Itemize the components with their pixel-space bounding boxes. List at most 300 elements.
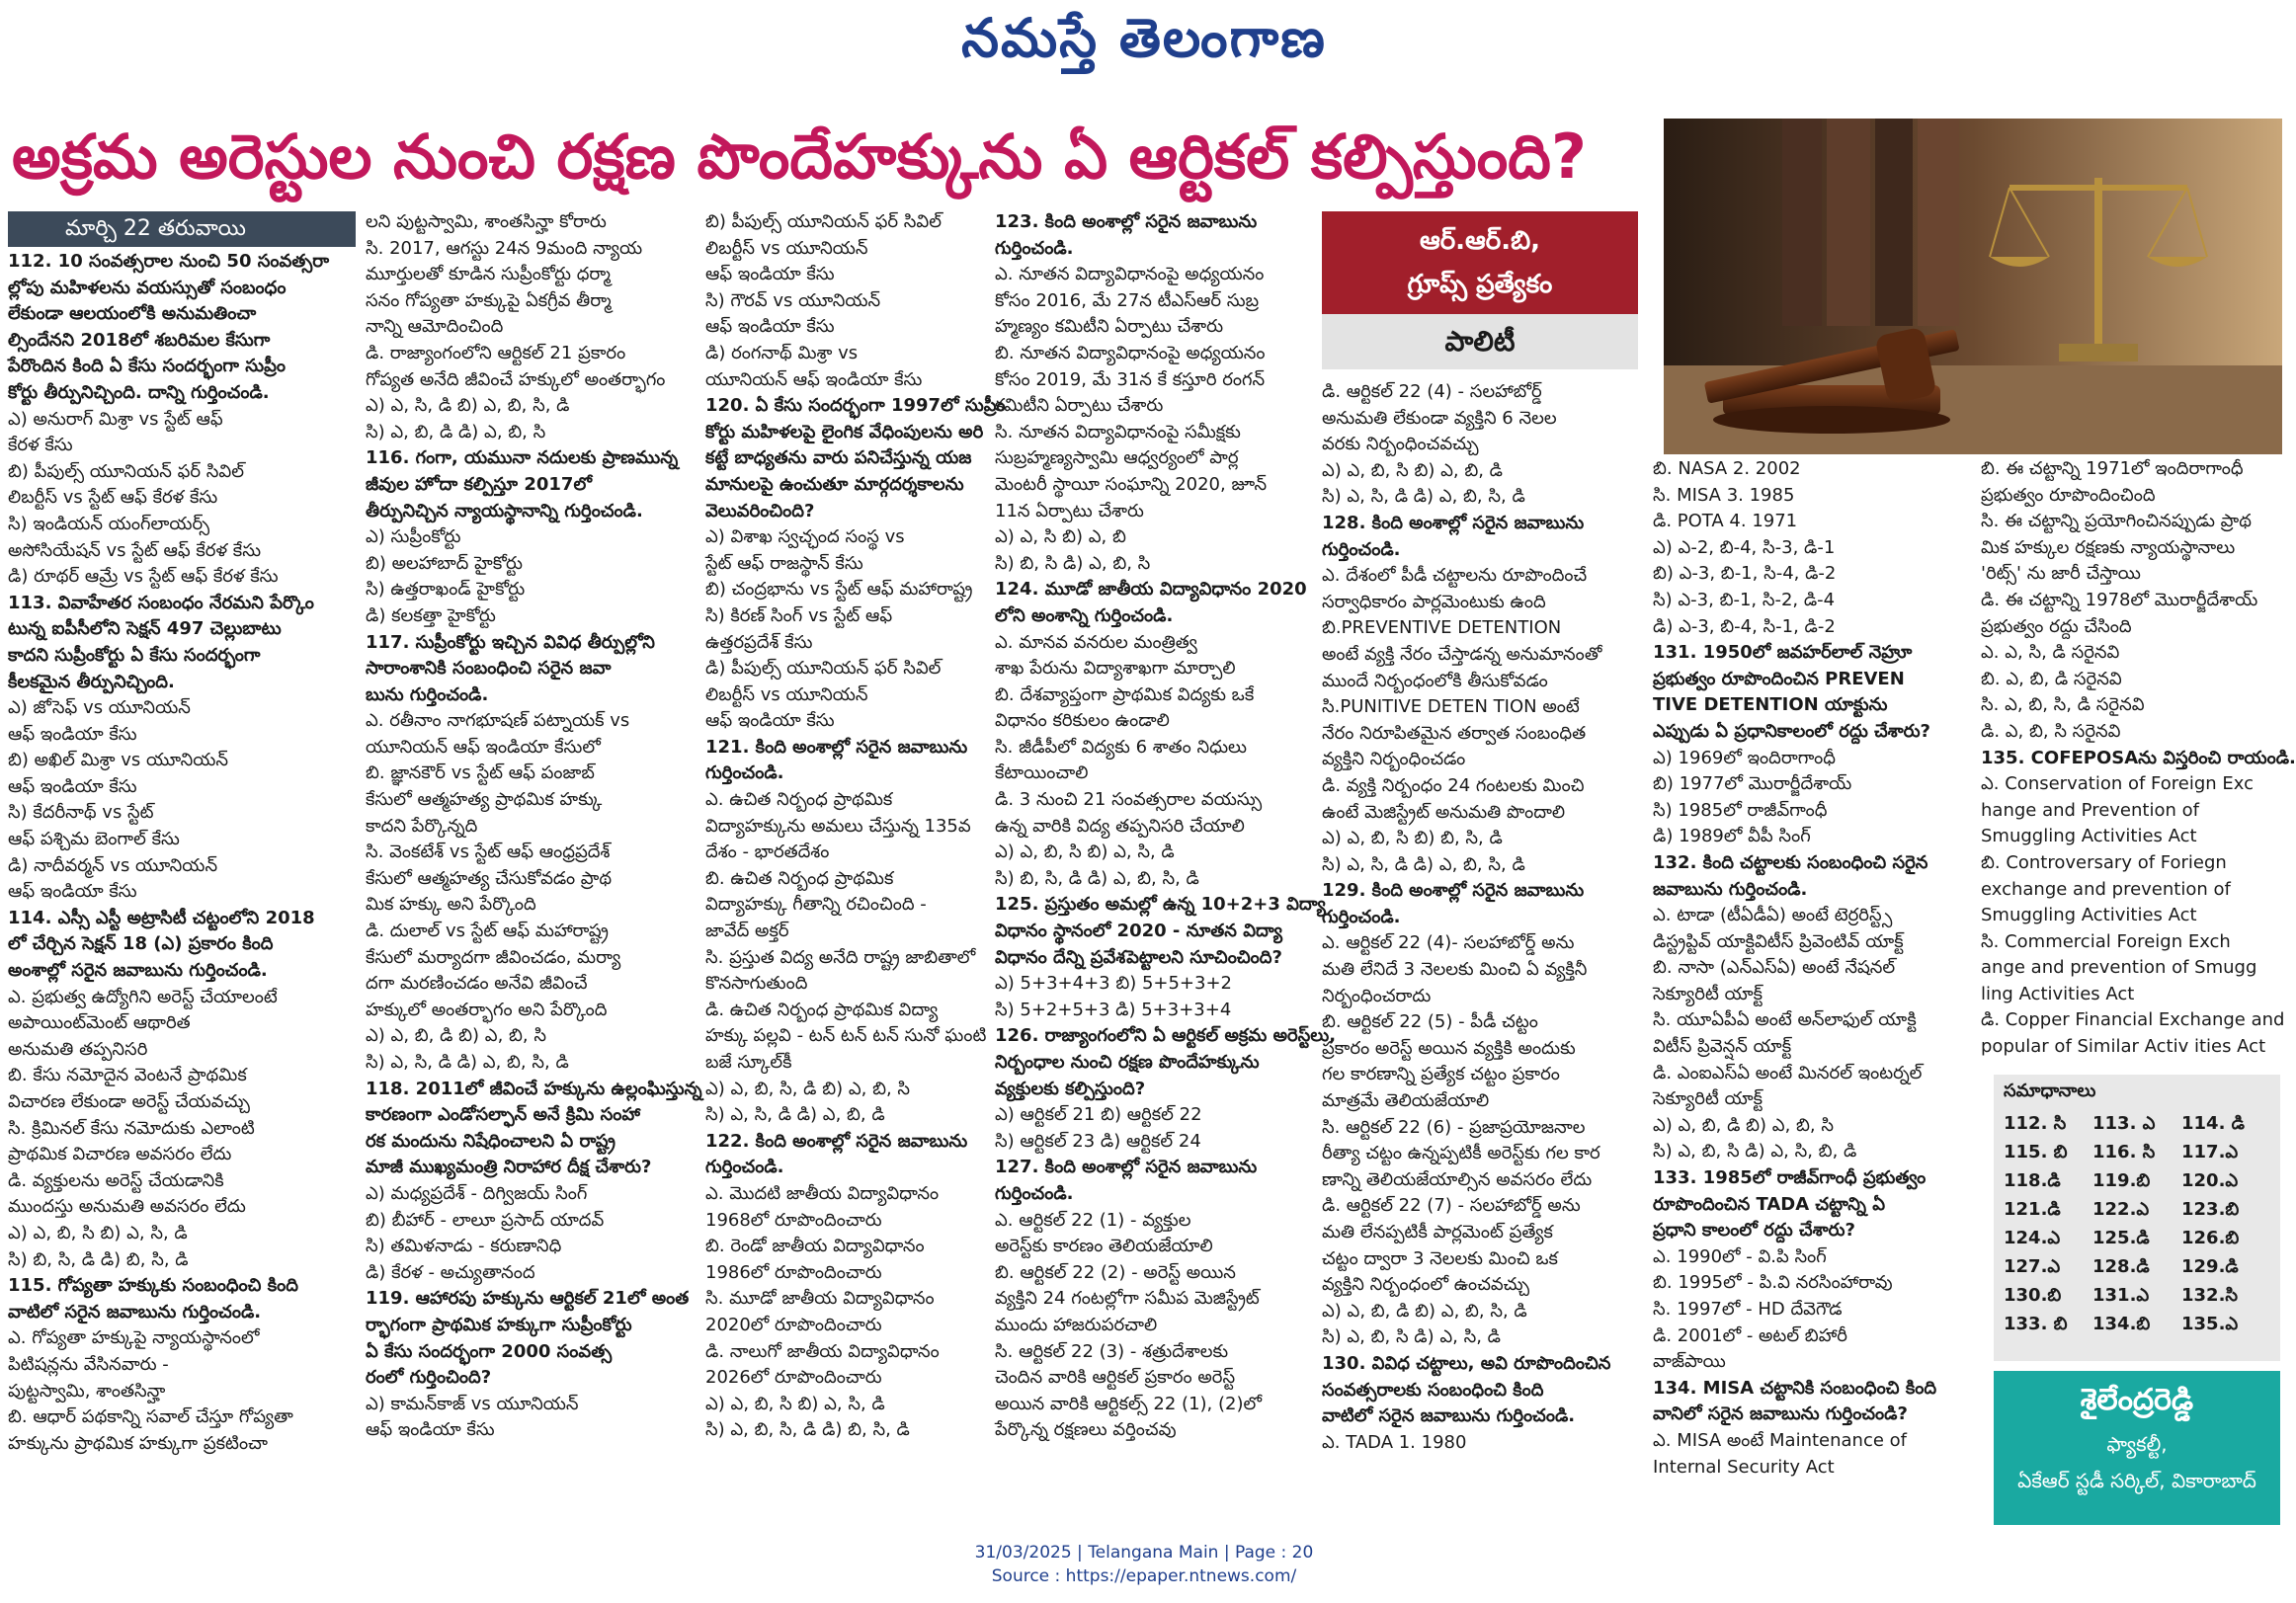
text-line: సి) ఎ, బి, సి డి) ఎ, సి, డి — [1322, 1326, 1502, 1348]
footer-source-line: Source : https://epaper.ntnews.com/ — [991, 1566, 1297, 1586]
text-line: డి) పీపుల్స్ యూనియన్ ఫర్ సివిల్ — [705, 658, 942, 680]
text-line: ఆఫ్ పశ్చిమ బెంగాల్ కేసు — [8, 829, 180, 850]
question-line: ర్భాగంగా ప్రాథమిక హక్కుగా సుప్రీంకోర్టు — [366, 1314, 632, 1335]
answer-item: 115. బి — [2004, 1142, 2068, 1162]
text-column-2 — [366, 209, 702, 1513]
text-line: ఎ) 1969లో ఇందిరాగాంధీ — [1653, 747, 1836, 768]
question-line: సంవత్సరాలకు సంబంధించి కింది — [1322, 1379, 1544, 1401]
text-line: సి. ప్రస్తుత విద్య అనేది రాష్ట్ర జాబితాలో — [705, 946, 976, 968]
question-line: ప్రధాని కాలంలో రద్దు చేశారు? — [1653, 1220, 1855, 1242]
text-line: సి. వెంకటేశ్ vs స్టేట్ ఆఫ్ ఆంధ్రప్రదేశ్ — [366, 842, 611, 863]
text-line: సి. క్రిమినల్ కేసు నమోదుకు ఎలాంటి — [8, 1117, 255, 1139]
question-line: 117. సుప్రీంకోర్టు ఇచ్చిన వివిధ తీర్పుల్లోని — [366, 631, 655, 653]
text-line: హక్కు పల్లవి - టన్ టన్ టన్ సునో ఘంటి — [705, 1025, 987, 1047]
text-column-4 — [995, 209, 1337, 1513]
text-line: అపాయింట్‌మెంట్ ఆథారిత — [8, 1012, 191, 1034]
text-line: ఎ. TADA 1. 1980 — [1322, 1431, 1467, 1453]
text-line: బజే స్కూల్‌కీ — [705, 1052, 792, 1073]
question-line: 115. గోప్యతా హక్కుకు సంబంధించి కింది — [8, 1275, 298, 1297]
text-line: బి. జ్ఞానకౌర్ vs స్టేట్ ఆఫ్ పంజాబ్ — [366, 762, 595, 784]
question-line: 134. MISA చట్టానికి సంబంధించి కింది — [1653, 1377, 1937, 1399]
text-line: సి) బి, సి, డి డి) ఎ, బి, సి, డి — [995, 867, 1199, 889]
text-line: ఎ) సుప్రీంకోర్టు — [366, 526, 461, 548]
question-line: గుర్తించండి. — [705, 1157, 784, 1178]
text-line: బి) అఖిల్ మిశ్రా vs యూనియన్ — [8, 750, 229, 771]
text-column-7 — [1981, 456, 2296, 1058]
question-line: 123. కింది అంశాల్లో సరైన జవాబును — [995, 211, 1258, 232]
section-tag: మార్చి 22 తరువాయి — [8, 211, 356, 247]
text-line: బి. నాసా (ఎన్‌ఎస్‌ఏ) అంటే నేషనల్ — [1653, 957, 1896, 979]
text-line: బి. దేశవ్యాప్తంగా ప్రాథమిక విద్యకు ఒకే — [995, 683, 1255, 705]
question-line: వానిలో సరైన జవాబును గుర్తించండి? — [1653, 1403, 1908, 1425]
text-line: బి.PREVENTIVE DETENTION — [1322, 617, 1562, 639]
text-line: ప్రకారం అరెస్ట్ అయిన వ్యక్తికి అందుకు — [1322, 1037, 1576, 1059]
question-line: కోర్టు తీర్పునిచ్చింది. దాన్ని గుర్తించండి. — [8, 381, 270, 403]
text-line: గోప్యత అనేది జీవించే హక్కులో అంతర్భాగం — [366, 368, 666, 390]
answer-item: 117.ఎ — [2181, 1142, 2239, 1162]
text-column-1 — [8, 249, 356, 1533]
text-line: సి. 1997లో - HD దేవెగౌడ — [1653, 1299, 1843, 1320]
text-line: కేరళ కేసు — [8, 435, 73, 456]
text-line: సి. యూఏపీఏ అంటే అన్‌లాఫుల్ యాక్టి — [1653, 1009, 1917, 1031]
text-line: సి) ఇండియన్ యంగ్‌లాయర్స్ — [8, 513, 210, 534]
question-line: వ్యక్తులకు కల్పిస్తుంది? — [995, 1078, 1146, 1099]
question-line: ల్లోపు మహిళలను వయస్సుతో సంబంధం — [8, 277, 287, 298]
text-line: బి. ఆధార్ పథకాన్ని సవాల్ చేస్తూ గోప్యతా — [8, 1406, 293, 1428]
text-line: బి) ఎ-3, బి-1, సి-4, డి-2 — [1653, 563, 1837, 585]
text-line: లిబర్టీస్ vs స్టేట్ ఆఫ్ కేరళ కేసు — [8, 487, 218, 509]
text-line: hange and Prevention of — [1981, 799, 2199, 821]
answer-item: 135.ఎ — [2181, 1314, 2239, 1334]
text-line: ఉంటే మెజిస్ట్రేట్ అనుమతి పొందాలి — [1322, 801, 1566, 823]
question-line: కోర్టు మహిళలపై లైంగిక వేధింపులను అరి — [705, 421, 984, 442]
answer-item: 112. సి — [2004, 1113, 2067, 1134]
text-line: డి. వ్యక్తి నిర్బంధం 24 గంటలకు మించి — [1322, 774, 1585, 796]
text-line: చెందిన వారికి ఆర్టికల్ ప్రకారం అరెస్ట్ — [995, 1367, 1236, 1389]
question-line: 119. ఆహారపు హక్కును ఆర్టికల్ 21లో అంత — [366, 1288, 690, 1310]
text-line: కోసం 2019, మే 31న కే కస్తూరి రంగన్ — [995, 368, 1266, 390]
question-line: జవాబును గుర్తించండి. — [1653, 878, 1808, 900]
question-line: గుర్తించండి. — [995, 237, 1074, 259]
question-line: కీలకమైన తీర్పునిచ్చింది. — [8, 671, 175, 692]
text-line: పిటిషన్లను వేసినవారు - — [8, 1353, 169, 1375]
text-line: మతి లేనిదే 3 నెలలకు మించి ఏ వ్యక్తినీ — [1322, 959, 1588, 981]
question-line: వాటిలో సరైన జవాబును గుర్తించండి. — [1322, 1405, 1576, 1427]
question-line: మాజీ ముఖ్యమంత్రి నిరాహార దీక్ష చేశారు? — [366, 1157, 652, 1178]
text-line: లిబర్టీస్ vs యూనియన్ — [705, 237, 868, 259]
text-line: విధానం కరికులం ఉండాలి — [995, 710, 1170, 732]
text-line: డి. POTA 4. 1971 — [1653, 511, 1798, 532]
text-line: ప్రభుత్వం రద్దు చేసింది — [1981, 615, 2132, 637]
text-line: సెక్యూరిటీ యాక్ట్ — [1653, 1088, 1763, 1110]
text-line: వ్యక్తిని నిర్బంధంలో ఉంచవచ్చు — [1322, 1274, 1530, 1296]
text-line: వ్యక్తిని నిర్బంధించడం — [1322, 749, 1466, 770]
text-line: జావేద్ అక్తర్ — [705, 921, 789, 942]
text-line: సనం గోప్యతా హక్కుపై ఏకగ్రీవ తీర్మా — [366, 289, 612, 311]
text-line: యూనియన్ ఆఫ్ ఇండియా కేసులో — [366, 736, 601, 758]
text-line: సి) ఎ-3, బి-1, సి-2, డి-4 — [1653, 589, 1836, 610]
answer-item: 129.డి — [2181, 1256, 2239, 1277]
author-box — [1994, 1371, 2280, 1525]
text-line: ఎ. ఆర్టికల్ 22 (1) - వ్యక్తుల — [995, 1209, 1191, 1231]
text-line: శాఖ పేరును విద్యాశాఖగా మార్చాలి — [995, 658, 1236, 680]
question-line: 128. కింది అంశాల్లో సరైన జవాబును — [1322, 512, 1585, 533]
text-line: Smuggling Activities Act — [1981, 905, 2197, 926]
text-line: సి) తమిళనాడు - కరుణానిధి — [366, 1236, 562, 1257]
question-line: 113. వివాహేతర సంబంధం నేరమని పేర్కొం — [8, 592, 314, 613]
answer-item: 132.సి — [2181, 1285, 2239, 1306]
text-line: హక్కును ప్రాథమిక హక్కుగా ప్రకటించా — [8, 1432, 268, 1454]
text-line: డి) 1989లో వీపీ సింగ్ — [1653, 826, 1811, 847]
answer-key-box — [1994, 1075, 2280, 1361]
question-line: వాటిలో సరైన జవాబును గుర్తించండి. — [8, 1301, 262, 1322]
text-line: ఎ) ఆర్టికల్ 21 బి) ఆర్టికల్ 22 — [995, 1104, 1202, 1126]
answer-item: 130.బి — [2004, 1285, 2062, 1306]
text-line: ప్రభుత్వం రూపొందించింది — [1981, 484, 2156, 506]
text-line: సి) 5+2+5+3 డి) 5+3+3+4 — [995, 999, 1232, 1020]
text-line: 2020లో రూపొందించారు — [705, 1314, 882, 1335]
text-line: డి. వ్యక్తులను అరెస్ట్ చేయడానికి — [8, 1169, 224, 1191]
text-line: బి. NASA 2. 2002 — [1653, 458, 1801, 479]
text-line: ముందే నిర్బంధంలోకి తీసుకోవడం — [1322, 670, 1548, 691]
question-line: జీవుల హోదా కల్పిస్తూ 2017లో — [366, 473, 592, 495]
text-line: ఎ) కామన్‌కాజ్ vs యూనియన్ — [366, 1393, 579, 1414]
text-line: డి. ఎంఐఎస్‌ఏ అంటే మినరల్ ఇంటర్నల్ — [1653, 1062, 1923, 1083]
text-line: డి. ఈ చట్టాన్ని 1978లో మొరార్జీదేశాయ్ — [1981, 589, 2258, 610]
text-line: సి. నూతన విద్యావిధానంపై సమీక్షకు — [995, 421, 1241, 442]
question-line: గుర్తించండి. — [705, 762, 784, 784]
text-line: ముందస్తు అనుమతి అవసరం లేదు — [8, 1196, 246, 1218]
text-line: ఎ. 1990లో - వి.పి సింగ్ — [1653, 1245, 1827, 1267]
text-line: ఆఫ్ ఇండియా కేసు — [8, 881, 137, 903]
text-line: ఎ. ప్రభుత్వ ఉద్యోగిని అరెస్ట్ చేయాలంటే — [8, 986, 278, 1007]
text-column-3 — [705, 209, 1006, 1513]
question-line: 133. 1985లో రాజీవ్‌గాంధీ ప్రభుత్వం — [1653, 1167, 1927, 1189]
answer-item: 122.ఎ — [2092, 1199, 2150, 1220]
text-line: ఎ) ఎ, బి, సి, డి బి) ఎ, బి, సి — [705, 1078, 911, 1099]
text-line: ఎ) ఎ-2, బి-4, సి-3, డి-1 — [1653, 536, 1836, 558]
text-line: సి) ఎ, బి, సి డి) ఎ, సి, బి, డి — [1653, 1141, 1857, 1162]
text-line: ఎ. MISA అంటే Maintenance of — [1653, 1429, 1908, 1451]
text-line: ling Activities Act — [1981, 983, 2135, 1004]
exam-label-line2: గ్రూప్స్ ప్రత్యేకం — [1407, 270, 1553, 299]
text-line: సెక్యూరిటీ యాక్ట్ — [1653, 983, 1763, 1004]
text-line: గల కారణాన్ని ప్రత్యేక చట్టం ప్రకారం — [1322, 1064, 1560, 1085]
question-line: పేరొందిన కింది ఏ కేసు సందర్భంగా సుప్రీం — [8, 356, 287, 377]
text-line: సి) ఆర్టికల్ 23 డి) ఆర్టికల్ 24 — [995, 1130, 1201, 1152]
text-line: డి. ఎ, బి, సి సరైనవి — [1981, 720, 2121, 742]
text-line: బి. నూతన విద్యావిధానంపై అధ్యయనం — [995, 342, 1266, 363]
question-line: రూపొందించిన TADA చట్టాన్ని ఏ — [1653, 1193, 1886, 1215]
text-line: హక్కులో అంతర్భాగం అని పేర్కొంది — [366, 999, 608, 1020]
text-line: కాదని పేర్కొన్నది — [366, 815, 478, 837]
text-line: డి) కలకత్తా హైకోర్టు — [366, 604, 496, 626]
question-line: గుర్తించండి. — [1322, 906, 1401, 927]
question-line: 121. కింది అంశాల్లో సరైన జవాబును — [705, 736, 968, 758]
text-line: సి. ఈ చట్టాన్ని ప్రయోగించినప్పుడు ప్రాథ — [1981, 511, 2252, 532]
text-line: విటీస్ ప్రివెన్షన్ యాక్ట్ — [1653, 1036, 1792, 1058]
question-line: విధానం దేన్ని ప్రవేశపెట్టాలని సూచించింది? — [995, 946, 1282, 968]
question-line: 114. ఎస్సీ ఎస్టీ అట్రాసిటీ చట్టంలోని 2018 — [8, 907, 315, 928]
text-line: డి) నాదీవర్మన్ vs యూనియన్ — [8, 854, 218, 876]
question-line: రంలో గుర్తించింది? — [366, 1367, 492, 1389]
text-line: సి) ఉత్తరాఖండ్ హైకోర్టు — [366, 579, 526, 601]
text-line: సి) 1985లో రాజీవ్‌గాంధీ — [1653, 799, 1828, 821]
page-footer — [0, 1541, 2288, 1588]
question-line: లేకుండా ఆలయంలోకి అనుమతించా — [8, 303, 257, 325]
text-line: Internal Security Act — [1653, 1456, 1835, 1478]
author-role: ఫ్యాకల్టీ, — [2106, 1432, 2168, 1456]
text-line: సి) కేదరీనాథ్ vs స్టేట్ — [8, 802, 154, 824]
text-line: సి) ఎ, సి, డి డి) ఎ, బి, సి, డి — [1322, 853, 1525, 875]
text-line: 1968లో రూపొందించారు — [705, 1209, 882, 1231]
text-line: బి. ఆర్టికల్ 22 (5) - పీడీ చట్టం — [1322, 1011, 1538, 1033]
text-line: లిబర్టీస్ vs యూనియన్ — [705, 683, 868, 705]
gavel-scales-photo — [1664, 119, 2282, 454]
text-line: ఎ. మానవ వనరుల మంత్రిత్వ — [995, 631, 1197, 653]
question-line: వెలువరించింది? — [705, 500, 815, 521]
text-line: సి. Commercial Foreign Exch — [1981, 930, 2231, 952]
text-line: ఎ) అనురాగ్ మిశ్రా vs స్టేట్ ఆఫ్ — [8, 408, 223, 430]
question-line: నిర్బంధాల నుంచి రక్షణ పొందేహక్కును — [995, 1052, 1260, 1073]
text-line: స్టేట్ ఆఫ్ రాజస్థాన్ కేసు — [705, 552, 863, 574]
text-line: కేసులో ఆత్మహత్య చేసుకోవడం ప్రాథ — [366, 867, 613, 889]
text-line: బి) 1977లో మొరార్జీదేశాయ్ — [1653, 773, 1852, 795]
text-line: డి) రూథర్ ఆమ్రే vs స్టేట్ ఆఫ్ కేరళ కేసు — [8, 566, 279, 588]
text-line: సుబ్రహ్మణ్యస్వామి ఆధ్వర్యంలో పార్ల — [995, 447, 1239, 469]
text-line: రీత్యా చట్టం ఉన్నప్పటికీ అరెస్ట్‌కు గల కార — [1322, 1143, 1600, 1164]
text-line: ఎ) ఎ, సి బి) ఎ, బి — [995, 526, 1126, 548]
text-line: exchange and prevention of — [1981, 878, 2231, 900]
answer-item: 131.ఎ — [2092, 1285, 2150, 1306]
question-line: 127. కింది అంశాల్లో సరైన జవాబును — [995, 1157, 1258, 1178]
text-line: బి. ఉచిత నిర్బంధ ప్రాథమిక — [705, 867, 894, 889]
question-line: లో చేర్చిన సెక్షన్ 18 (ఎ) ప్రకారం కింది — [8, 933, 274, 955]
question-line: 129. కింది అంశాల్లో సరైన జవాబును — [1322, 880, 1585, 902]
answer-item: 127.ఎ — [2004, 1256, 2061, 1277]
text-line: ఎ. ఆర్టికల్ 22 (4)- సలహాబోర్డ్ అను — [1322, 932, 1575, 954]
question-line: ఏ కేసు సందర్భంగా 2000 సంవత్స — [366, 1340, 613, 1362]
answer-item: 126.బి — [2181, 1228, 2240, 1248]
answer-item: 116. సి — [2092, 1142, 2156, 1162]
text-line: బి) చంద్రభాను vs స్టేట్ ఆఫ్ మహారాష్ట్ర — [705, 579, 973, 601]
text-line: డి. రాజ్యాంగంలోని ఆర్టికల్ 21 ప్రకారం — [366, 342, 626, 363]
text-line: ఆఫ్ ఇండియా కేసు — [705, 710, 835, 732]
text-column-6 — [1653, 456, 1979, 1543]
text-line: బి. Controversary of Foriegn — [1981, 851, 2227, 873]
text-line: యూనియన్ ఆఫ్ ఇండియా కేసు — [705, 368, 923, 390]
text-line: సి) ఎ, సి, డి డి) ఎ, బి, సి, డి — [1322, 486, 1525, 508]
text-line: లని పుట్టస్వామి, శాంతసిన్హా కోరారు — [366, 211, 607, 232]
question-line: 132. కింది చట్టాలకు సంబంధించి సరైన — [1653, 851, 1928, 873]
text-line: బి) బీహార్ - లాలూ ప్రసాద్ యాదవ్ — [366, 1209, 605, 1231]
text-line: డి. ఆర్టికల్ 22 (4) - సలహాబోర్డ్ — [1322, 381, 1542, 402]
answer-item: 113. ఎ — [2092, 1113, 2156, 1134]
text-line: బి. ఆర్టికల్ 22 (2) - అరెస్ట్ అయిన — [995, 1261, 1236, 1283]
text-line: ఆఫ్ ఇండియా కేసు — [8, 775, 137, 797]
text-line: ఉత్తరప్రదేశ్ కేసు — [705, 631, 813, 653]
text-line: ఎ) ఎ, బి, సి బి) ఎ, సి, డి — [8, 1222, 188, 1243]
text-line: సి. ఆర్టికల్ 22 (3) - శత్రుదేశాలకు — [995, 1340, 1229, 1362]
text-line: సి) గౌరవ్ vs యూనియన్ — [705, 289, 881, 311]
question-line: ప్రభుత్వం రూపొందించిన PREVEN — [1653, 668, 1905, 689]
text-line: సి. 2017, ఆగస్టు 24న 9మంది న్యాయ — [366, 237, 643, 259]
text-line: విచారణ లేకుండా అరెస్ట్ చేయవచ్చు — [8, 1091, 250, 1112]
subject-label: పాలిటీ — [1322, 314, 1638, 369]
question-line: గుర్తించండి. — [1322, 538, 1401, 560]
text-line: అసోసియేషన్ vs స్టేట్ ఆఫ్ కేరళ కేసు — [8, 539, 262, 561]
article-headline: అక్రమ అరెస్టుల నుంచి రక్షణ పొందేహక్కును ఏ ఆర్టికల్ కల్పిస్తుంది? — [12, 120, 1587, 193]
question-line: 126. రాజ్యాంగంలోని ఏ ఆర్టికల్ అక్రమ అరెస్ట్‌లు, — [995, 1025, 1337, 1047]
text-line: సి. ఎ, బి, సి, డి సరైనవి — [1981, 694, 2145, 716]
text-line: ముందు హాజరుపరచాలి — [995, 1314, 1158, 1335]
answer-item: 119.బి — [2092, 1170, 2151, 1191]
question-line: తీర్పునిచ్చిన న్యాయస్థానాన్ని గుర్తించండి. — [366, 500, 643, 521]
text-line: డి) రంగనాథ్ మిశ్రా vs — [705, 342, 859, 363]
answer-key-title: సమాధానాలు — [2004, 1081, 2096, 1101]
answer-item: 128.డి — [2092, 1256, 2150, 1277]
text-line: Smuggling Activities Act — [1981, 826, 2197, 847]
text-line: ఎ) జోసెఫ్ vs యూనియన్ — [8, 697, 191, 719]
author-org: ఏకేఆర్ స్టడీ సర్కిల్, వికారాబాద్ — [2017, 1469, 2256, 1492]
text-line: బి) పీపుల్స్ యూనియన్ ఫర్ సివిల్ — [8, 460, 244, 482]
answer-item: 134.బి — [2092, 1314, 2151, 1334]
exam-label-box — [1322, 211, 1638, 314]
text-line: సి) బి, సి, డి డి) బి, సి, డి — [8, 1248, 189, 1270]
text-line: ఆఫ్ ఇండియా కేసు — [8, 723, 137, 745]
text-line: ఎ) ఎ, బి, సి బి) ఎ, సి, డి — [995, 842, 1175, 863]
question-line: కారణంగా ఎండోసల్ఫాన్ అనే క్రిమి సంహా — [366, 1104, 640, 1126]
text-line: పేర్కొన్న రక్షణలు వర్తించవు — [995, 1419, 1177, 1441]
answer-item: 123.బి — [2181, 1199, 2240, 1220]
text-line: సి. మూడో జాతీయ విద్యావిధానం — [705, 1288, 935, 1310]
text-line: సి. ఆర్టికల్ 22 (6) - ప్రజాప్రయోజనాల — [1322, 1116, 1586, 1138]
text-line: వరకు నిర్బంధించవచ్చు — [1322, 434, 1479, 455]
text-line: ఎ. టాడా (టీఏడీఏ) అంటే టెర్రరిస్ట్స్ — [1653, 905, 1893, 926]
text-line: ఎ) 5+3+4+3 బి) 5+5+3+2 — [995, 973, 1232, 995]
text-line: మూర్తులతో కూడిన సుప్రీంకోర్టు ధర్మా — [366, 264, 611, 285]
text-line: అనుమతి తప్పనిసరి — [8, 1038, 148, 1060]
text-line: సి) ఎ, సి, డి డి) ఎ, బి, సి, డి — [366, 1052, 569, 1073]
question-line: విధానం స్థానంలో 2020 - నూతన విద్యా — [995, 921, 1282, 942]
footer-date-line: 31/03/2025 | Telangana Main | Page : 20 — [974, 1543, 1314, 1563]
text-line: ణాన్ని తెలియజేయాల్సిన అవసరం లేదు — [1322, 1168, 1593, 1190]
text-line: సి) ఎ, సి, డి డి) ఎ, బి, డి — [705, 1104, 885, 1126]
answer-item: 124.ఎ — [2004, 1228, 2061, 1248]
question-line: లోని అంశాన్ని గుర్తించండి. — [995, 604, 1174, 626]
text-line: నాన్ని ఆమోదించింది — [366, 316, 504, 338]
text-line: బి. ఈ చట్టాన్ని 1971లో ఇందిరాగాంధీ — [1981, 458, 2244, 479]
text-line: అరెస్ట్‌కు కారణం తెలియజేయాలి — [995, 1236, 1213, 1257]
text-line: 11న ఏర్పాటు చేశారు — [995, 500, 1144, 521]
question-line: 135. COFEPOSAను విస్తరించి రాయండి. — [1981, 747, 2296, 768]
text-line: సి) ఎ, బి, డి డి) ఎ, బి, సి — [366, 421, 546, 442]
text-line: డిస్ట్రప్టివ్ యాక్టివిటీస్ ప్రివెంటివ్ యాక్ట్ — [1653, 930, 1904, 952]
question-line: గుర్తించండి. — [995, 1182, 1074, 1204]
question-line: సారాంశానికి సంబంధించి సరైన జవా — [366, 658, 612, 680]
text-line: డి. ఆర్టికల్ 22 (7) - సలహాబోర్డ్ అను — [1322, 1195, 1581, 1217]
text-line: ఆఫ్ ఇండియా కేసు — [705, 264, 835, 285]
text-line: డి. దులాల్ vs స్టేట్ ఆఫ్ మహారాష్ట్ర — [366, 921, 609, 942]
text-line: ఎ) మధ్యప్రదేశ్ - దిగ్విజయ్ సింగ్ — [366, 1182, 588, 1204]
text-line: డి. 2001లో - అటల్ బిహారీ — [1653, 1324, 1847, 1346]
text-line: కొనసాగుతుంది — [705, 973, 808, 995]
text-line: ఎ. ఉచిత నిర్బంధ ప్రాథమిక — [705, 789, 893, 811]
question-line: టున్న ఐపీసీలోని సెక్షన్ 497 చెల్లుబాటు — [8, 618, 282, 640]
question-line: 118. 2011లో జీవించే హక్కును ఉల్లంఘిస్తున్న — [366, 1078, 702, 1099]
text-line: దగా మరణించడం అనేవి జీవించే — [366, 973, 588, 995]
text-line: కోసం 2016, మే 27న టీఎస్‌ఆర్ సుబ్ర — [995, 289, 1260, 311]
text-line: 1986లో రూపొందించారు — [705, 1261, 882, 1283]
question-line: ల్సిందేనని 2018లో శబరిమల కేసుగా — [8, 329, 271, 351]
text-line: ఎ) విశాఖ స్వచ్ఛంద సంస్థ vs — [705, 526, 905, 548]
text-line: 2026లో రూపొందించారు — [705, 1367, 882, 1389]
text-line: ఎ) ఎ, బి, డి బి) ఎ, బి, సి — [366, 1025, 546, 1047]
exam-label-line1: ఆర్.ఆర్.బి, — [1419, 226, 1540, 256]
text-line: popular of Similar Activ ities Act — [1981, 1036, 2266, 1058]
question-line: 112. 10 సంవత్సరాల నుంచి 50 సంవత్సరా — [8, 251, 330, 272]
text-line: కేటాయించాలి — [995, 762, 1089, 784]
text-line: కమిటీని ఏర్పాటు చేశారు — [995, 395, 1164, 417]
answer-item: 120.ఎ — [2181, 1170, 2239, 1191]
question-line: 125. ప్రస్తుతం అమల్లో ఉన్న 10+2+3 విద్యా — [995, 894, 1326, 916]
text-line: చట్టం ద్వారా 3 నెలలకు మించి ఒక — [1322, 1247, 1558, 1269]
text-line: మిక హక్కుల రక్షణకు న్యాయస్థానాలు — [1981, 536, 2236, 558]
text-line: ange and prevention of Smugg — [1981, 957, 2257, 979]
text-line: డి) ఎ-3, బి-4, సి-1, డి-2 — [1653, 615, 1836, 637]
text-line: విద్యాహక్కును అమలు చేస్తున్న 135వ — [705, 815, 971, 837]
text-line: ఎ. నూతన విద్యావిధానంపై అధ్యయనం — [995, 264, 1265, 285]
text-line: కేసులో మర్యాదగా జీవించడం, మర్యా — [366, 946, 621, 968]
text-line: ఎ. రతీనాం నాగభూషణ్ పట్నాయక్ vs — [366, 710, 630, 732]
text-line: డి) కేరళ - అచ్యుతానంద — [366, 1261, 535, 1283]
text-line: ఎ. మొదటి జాతీయ విద్యావిధానం — [705, 1182, 940, 1204]
text-line: ఆఫ్ ఇండియా కేసు — [366, 1419, 495, 1441]
text-line: సి. జీడీపీలో విద్యకు 6 శాతం నిధులు — [995, 736, 1248, 758]
question-line: కట్టే బాధ్యతను వారు పనిచేస్తున్న యజ — [705, 447, 972, 469]
text-line: ఎ) ఎ, బి, సి బి) ఎ, సి, డి — [705, 1393, 885, 1414]
text-line: అంటే వ్యక్తి నేరం చేస్తాడన్న అనుమానంతో — [1322, 643, 1602, 665]
text-line: అయిన వారికి ఆర్టికల్స్ 22 (1), (2)లో — [995, 1393, 1263, 1414]
text-line: ఎ. ఎ, సి, డి సరైనవి — [1981, 642, 2120, 664]
answer-item: 125.డి — [2092, 1228, 2150, 1248]
question-line: 130. వివిధ చట్టాలు, అవి రూపొందించిన — [1322, 1352, 1611, 1374]
text-line: బి. కేసు నమోదైన వెంటనే ప్రాథమిక — [8, 1065, 247, 1086]
text-line: సి) కిరణ్ సింగ్ vs స్టేట్ ఆఫ్ — [705, 604, 893, 626]
question-line: 116. గంగా, యమునా నదులకు ప్రాణమున్న — [366, 447, 679, 469]
text-column-5 — [1322, 379, 1645, 1545]
text-line: నిర్బంధించరాదు — [1322, 985, 1432, 1006]
text-line: పుట్టస్వామి, శాంతసిన్హా — [8, 1380, 166, 1402]
question-line: 131. 1950లో జవహర్‌లాల్ నెహ్రూ — [1653, 642, 1913, 664]
question-line: మానులపై ఉంచుతూ మార్గదర్శకాలను — [705, 473, 964, 495]
answer-item: 114. డి — [2181, 1113, 2245, 1134]
text-line: ఎ) ఎ, బి, సి బి) ఎ, బి, డి — [1322, 459, 1503, 481]
text-line: అనుమతి లేకుండా వ్యక్తిని 6 నెలల — [1322, 407, 1557, 429]
answer-item: 121.డి — [2004, 1199, 2061, 1220]
question-line: బును గుర్తించండి. — [366, 683, 489, 705]
text-line: మిక హక్కు అని పేర్కొంది — [366, 894, 536, 916]
text-line: హ్మణ్యం కమిటీని ఏర్పాటు చేశారు — [995, 316, 1224, 338]
text-line: ఎ) ఎ, సి, డి బి) ఎ, బి, సి, డి — [366, 395, 570, 417]
author-name: శైలేంద్రరెడ్డి — [2080, 1383, 2194, 1417]
text-line: బి. 1995లో - పి.వి నరసింహారావు — [1653, 1272, 1893, 1294]
text-line: దేశం - భారతదేశం — [705, 842, 830, 863]
question-line: రక మందును నిషేధించాలని ఏ రాష్ట్ర — [366, 1130, 615, 1152]
question-line: అంశాల్లో సరైన జవాబును గుర్తించండి. — [8, 960, 268, 982]
text-line: ఎ. దేశంలో పీడీ చట్టాలను రూపొందించే — [1322, 565, 1588, 587]
text-line: సి.PUNITIVE DETEN TION అంటే — [1322, 696, 1580, 718]
